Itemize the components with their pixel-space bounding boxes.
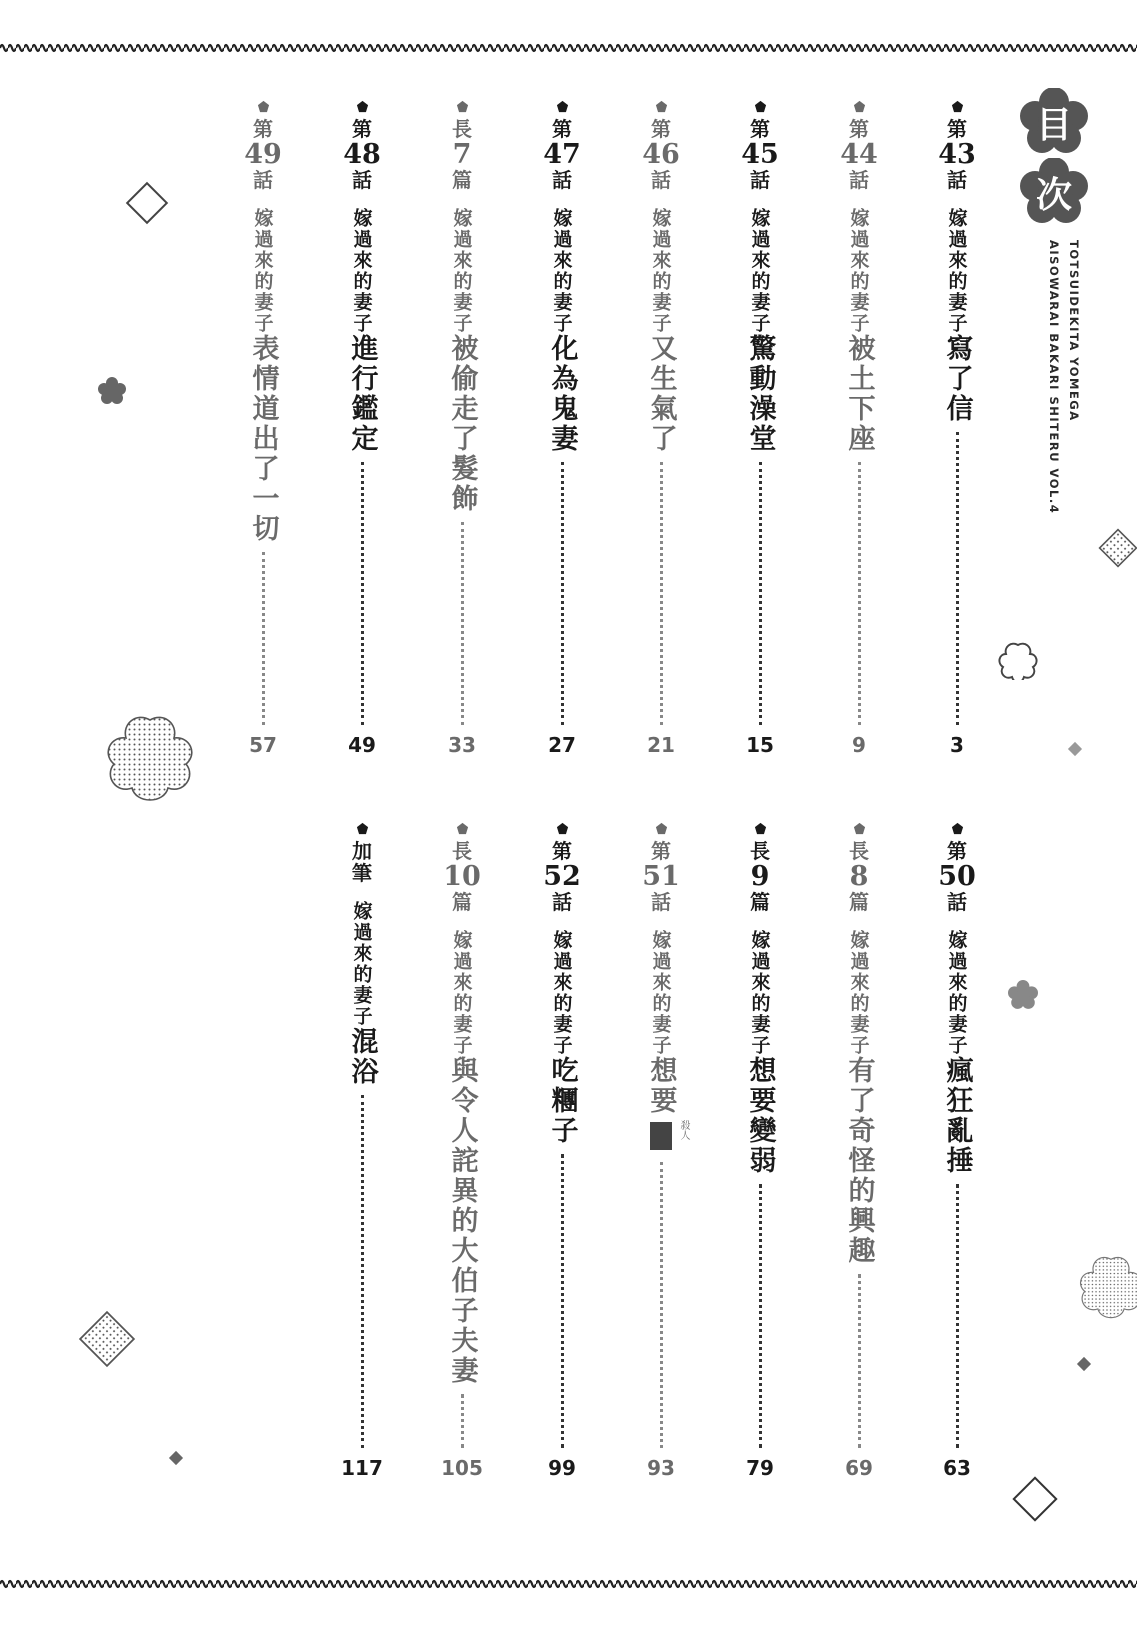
chapter-prefix: 第 (848, 117, 869, 141)
chapter-suffix: 話 (252, 168, 273, 192)
toc-entry[interactable] (235, 100, 291, 757)
page-number: 15 (746, 733, 774, 757)
title-char-2: 次 (1035, 173, 1072, 216)
page-number: 9 (852, 733, 866, 757)
title-prefix: 嫁過來的妻子 (748, 930, 771, 1056)
dotted-leader (660, 1162, 663, 1448)
title-main: 寫了信 (941, 334, 973, 424)
dotted-leader (858, 462, 861, 725)
page-number: 93 (647, 1456, 675, 1480)
chapter-title (446, 930, 478, 1386)
chapter-number: 7 (452, 139, 472, 170)
title-main: 表情道出了一切 (247, 334, 279, 544)
chapter-title (941, 930, 973, 1176)
dotted-leader (461, 1394, 464, 1448)
dotted-leader (361, 462, 364, 725)
toc-entry[interactable] (434, 100, 490, 757)
title-main: 又生氣了 (645, 334, 677, 454)
pentagon-bullet-icon (853, 100, 866, 113)
page-number: 49 (348, 733, 376, 757)
page-number: 63 (943, 1456, 971, 1480)
title-prefix: 嫁過來的妻子 (649, 208, 672, 334)
chapter-suffix: 話 (650, 168, 671, 192)
title-flower-2 (1020, 158, 1088, 226)
chapter-label (452, 119, 472, 190)
chapter-label (642, 841, 680, 912)
diamond-small-icon (166, 1448, 186, 1468)
chapter-label (642, 119, 680, 190)
chapter-label (443, 841, 481, 912)
title-main: 想要變弱 (744, 1056, 776, 1176)
chapter-title (546, 930, 578, 1146)
title-char-1: 目 (1035, 103, 1072, 146)
pentagon-bullet-icon (257, 100, 270, 113)
chapter-prefix: 第 (351, 117, 372, 141)
toc-entry[interactable] (929, 822, 985, 1480)
chapter-prefix: 長 (849, 839, 869, 863)
chapter-suffix: 話 (351, 168, 372, 192)
chapter-title (744, 208, 776, 454)
title-main: 與令人詫異的大伯子夫妻 (446, 1056, 478, 1386)
pentagon-bullet-icon (951, 822, 964, 835)
chapter-label (543, 841, 581, 912)
chapter-title (843, 208, 875, 454)
chapter-suffix: 話 (749, 168, 770, 192)
title-main: 化為鬼妻 (546, 334, 578, 454)
pentagon-bullet-icon (754, 100, 767, 113)
chapter-number: 45 (741, 139, 779, 170)
chapter-title (446, 208, 478, 514)
chapter-prefix: 長 (451, 839, 472, 863)
diamond-small-icon (1066, 740, 1084, 758)
chapter-prefix: 第 (551, 117, 572, 141)
page-number: 33 (448, 733, 476, 757)
dotted-leader (660, 462, 663, 725)
chapter-suffix: 話 (946, 890, 967, 914)
pentagon-bullet-icon (356, 100, 369, 113)
title-prefix: 嫁過來的妻子 (649, 930, 672, 1056)
chapter-prefix: 第 (252, 117, 273, 141)
chapter-suffix: 話 (848, 168, 869, 192)
chapter-suffix: 話 (551, 168, 572, 192)
chapter-number: 46 (642, 139, 680, 170)
chapter-label (840, 119, 878, 190)
title-main: 有了奇怪的興趣 (843, 1056, 875, 1266)
title-prefix: 嫁過來的妻子 (550, 930, 573, 1056)
series-subtitle (1044, 240, 1084, 514)
chapter-label (938, 119, 976, 190)
subtitle-line-1: TOTSUIDEKITA YOMEGA (1067, 240, 1081, 422)
diamond-small-icon (1074, 1354, 1094, 1374)
page-number: 21 (647, 733, 675, 757)
title-prefix: 嫁過來的妻子 (945, 930, 968, 1056)
chapter-label (543, 119, 581, 190)
chapter-prefix: 第 (946, 839, 967, 863)
dotted-leader (956, 1184, 959, 1448)
dotted-leader (858, 1274, 861, 1448)
toc-entry[interactable] (434, 822, 490, 1480)
dotted-leader (561, 462, 564, 725)
chapter-prefix: 第 (650, 117, 671, 141)
title-prefix: 嫁過來的妻子 (450, 208, 473, 334)
chapter-label (849, 841, 869, 912)
bottom-wavy-border (0, 1578, 1137, 1590)
censor-block (650, 1116, 689, 1154)
title-prefix: 嫁過來的妻子 (350, 901, 373, 1027)
chapter-suffix: 話 (650, 890, 671, 914)
title-prefix: 嫁過來的妻子 (847, 930, 870, 1056)
flower-outline-icon (998, 640, 1038, 680)
title-prefix: 嫁過來的妻子 (251, 208, 274, 334)
chapter-suffix: 篇 (451, 890, 472, 914)
page-number: 57 (249, 733, 277, 757)
chapter-prefix: 第 (946, 117, 967, 141)
chapter-label (750, 841, 770, 912)
diamond-outline-icon (1010, 1474, 1060, 1524)
pentagon-bullet-icon (556, 100, 569, 113)
toc-entry[interactable] (633, 100, 689, 757)
page-number: 27 (548, 733, 576, 757)
chapter-number: 8 (849, 861, 869, 892)
title-main: 驚動澡堂 (744, 334, 776, 454)
toc-entry[interactable] (831, 100, 887, 757)
dotted-diamond-icon (74, 1306, 140, 1372)
chapter-label (741, 119, 779, 190)
chapter-number: 52 (543, 861, 581, 892)
pentagon-bullet-icon (853, 822, 866, 835)
chapter-label (938, 841, 976, 912)
toc-entry[interactable] (534, 822, 590, 1480)
pentagon-bullet-icon (456, 822, 469, 835)
subtitle-line-2: AISOWARAI BAKARI SHITERU VOL.4 (1047, 240, 1061, 515)
title-prefix: 嫁過來的妻子 (847, 208, 870, 334)
chapter-title (645, 930, 677, 1116)
chapter-number: 50 (938, 861, 976, 892)
chapter-suffix: 話 (551, 890, 572, 914)
title-prefix: 嫁過來的妻子 (450, 930, 473, 1056)
toc-entry[interactable] (732, 822, 788, 1480)
toc-entry[interactable] (334, 100, 390, 757)
page-number: 3 (950, 733, 964, 757)
pentagon-bullet-icon (456, 100, 469, 113)
chapter-title (247, 208, 279, 544)
toc-entry[interactable] (831, 822, 887, 1480)
title-main: 想要 (645, 1056, 677, 1116)
dotted-leader (561, 1154, 564, 1448)
title-main: 被偷走了髮飾 (446, 334, 478, 514)
chapter-number: 10 (443, 861, 481, 892)
pentagon-bullet-icon (655, 100, 668, 113)
dotted-flower-icon (102, 712, 198, 804)
chapter-number: 51 (642, 861, 680, 892)
title-prefix: 嫁過來的妻子 (350, 208, 373, 334)
chapter-prefix: 加 (352, 839, 372, 863)
title-prefix: 嫁過來的妻子 (550, 208, 573, 334)
chapter-label (352, 841, 372, 883)
dotted-flower-icon (1076, 1252, 1137, 1322)
dotted-leader (461, 522, 464, 725)
chapter-suffix: 筆 (352, 861, 372, 885)
toc-entry[interactable] (929, 100, 985, 757)
pentagon-bullet-icon (951, 100, 964, 113)
pentagon-bullet-icon (754, 822, 767, 835)
chapter-title (645, 208, 677, 454)
chapter-number: 9 (750, 861, 770, 892)
chapter-prefix: 長 (452, 117, 472, 141)
title-prefix: 嫁過來的妻子 (748, 208, 771, 334)
pentagon-bullet-icon (356, 822, 369, 835)
title-main: 被土下座 (843, 334, 875, 454)
chapter-number: 49 (244, 139, 282, 170)
chapter-title (843, 930, 875, 1266)
chapter-suffix: 話 (946, 168, 967, 192)
title-main: 混浴 (346, 1027, 378, 1087)
chapter-title (744, 930, 776, 1176)
censor-bar (650, 1122, 672, 1150)
page-number: 117 (341, 1456, 383, 1480)
diamond-outline-icon (124, 180, 170, 226)
chapter-number: 44 (840, 139, 878, 170)
chapter-title (346, 208, 378, 454)
title-main: 進行鑑定 (346, 334, 378, 454)
dotted-leader (361, 1095, 364, 1448)
chapter-title (941, 208, 973, 424)
chapter-label (244, 119, 282, 190)
toc-entry[interactable] (334, 822, 390, 1480)
chapter-prefix: 第 (749, 117, 770, 141)
plum-flower-icon (1008, 980, 1038, 1010)
dotted-leader (759, 1184, 762, 1448)
title-prefix: 嫁過來的妻子 (945, 208, 968, 334)
chapter-number: 43 (938, 139, 976, 170)
chapter-prefix: 第 (650, 839, 671, 863)
toc-entry[interactable] (534, 100, 590, 757)
chapter-suffix: 篇 (452, 168, 472, 192)
chapter-suffix: 篇 (849, 890, 869, 914)
chapter-prefix: 第 (551, 839, 572, 863)
chapter-title (346, 901, 378, 1087)
toc-entry[interactable] (732, 100, 788, 757)
chapter-label (343, 119, 381, 190)
page-number: 69 (845, 1456, 873, 1480)
page-number: 99 (548, 1456, 576, 1480)
page-number: 79 (746, 1456, 774, 1480)
toc-entry[interactable] (633, 822, 689, 1480)
dotted-leader (956, 432, 959, 725)
chapter-title (546, 208, 578, 454)
chapter-prefix: 長 (750, 839, 770, 863)
plum-flower-icon (98, 377, 126, 405)
chapter-number: 47 (543, 139, 581, 170)
dotted-leader (759, 462, 762, 725)
dotted-diamond-icon (1096, 526, 1137, 570)
chapter-suffix: 篇 (750, 890, 770, 914)
chapter-number: 48 (343, 139, 381, 170)
pentagon-bullet-icon (556, 822, 569, 835)
pentagon-bullet-icon (655, 822, 668, 835)
title-flower-1 (1020, 88, 1088, 156)
censor-note: 殺人 (678, 1120, 689, 1140)
top-wavy-border (0, 42, 1137, 54)
dotted-leader (262, 552, 265, 725)
page-number: 105 (441, 1456, 483, 1480)
title-main: 瘋狂亂捶 (941, 1056, 973, 1176)
title-main: 吃糰子 (546, 1056, 578, 1146)
